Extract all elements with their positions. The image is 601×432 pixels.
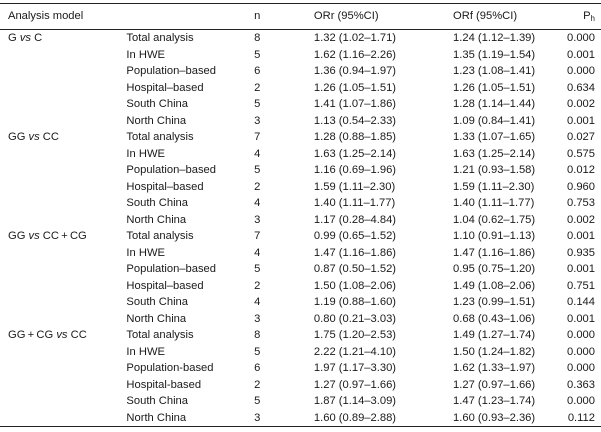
- table-header: [0, 4, 601, 30]
- subgroup-cell: Hospital-based: [126, 378, 202, 391]
- orr-cell: 1.16 (0.69–1.96): [313, 164, 397, 176]
- table-row: [0, 63, 601, 80]
- orf-cell: 1.23 (1.08–1.41): [453, 65, 536, 77]
- orr-cell: 1.19 (0.88–1.60): [313, 296, 397, 308]
- header-subgroup: [126, 4, 254, 30]
- model-cell: [0, 245, 126, 262]
- orf-cell: 1.10 (0.91–1.13): [453, 230, 536, 242]
- orf-cell: 1.62 (1.33–1.97): [453, 362, 536, 374]
- orr-cell: 1.40 (1.11–1.77): [313, 197, 396, 209]
- orf-cell: 1.33 (1.07–1.65): [453, 131, 536, 143]
- orf-cell: 1.26 (1.05–1.51): [453, 81, 536, 94]
- model-cell: [0, 360, 126, 377]
- ph-cell: 0.000: [567, 65, 595, 77]
- orf-cell: 1.28 (1.14–1.44): [453, 98, 536, 110]
- table-row: [0, 377, 601, 394]
- ph-cell: 0.753: [567, 197, 595, 209]
- model-cell: [0, 47, 126, 64]
- subgroup-cell: Population–based: [126, 164, 216, 176]
- orf-cell: 1.21 (0.93–1.58): [453, 164, 536, 176]
- model-name-vs: vs: [28, 230, 40, 242]
- subgroup-cell: Total analysis: [126, 131, 194, 143]
- model-cell: [0, 377, 126, 394]
- subgroup-cell: Hospital–based: [126, 81, 204, 94]
- table-row: [0, 129, 601, 146]
- model-cell: [0, 261, 126, 278]
- table-row: [0, 393, 601, 410]
- orf-cell: 1.35 (1.19–1.54): [453, 48, 536, 61]
- subgroup-cell: Total analysis: [126, 329, 194, 341]
- subgroup-cell: South China: [126, 98, 188, 110]
- model-cell: [0, 30, 126, 47]
- n-cell: 4: [254, 147, 261, 160]
- subgroup-cell: South China: [126, 197, 188, 209]
- orf-cell: 1.59 (1.11–2.30): [453, 180, 535, 193]
- subgroup-cell: Population-based: [126, 362, 214, 374]
- model-name-post: C: [31, 32, 43, 44]
- orr-cell: 0.87 (0.50–1.52): [313, 263, 397, 275]
- ph-cell: 0.000: [567, 329, 595, 341]
- header-analysis-model: Analysis model: [0, 4, 126, 30]
- ph-cell: 0.751: [567, 279, 595, 292]
- n-cell: 3: [254, 114, 261, 127]
- model-cell: [0, 162, 126, 179]
- ph-cell: 0.001: [567, 48, 595, 61]
- orf-cell: 1.49 (1.08–2.06): [453, 279, 536, 292]
- table-row: [0, 228, 601, 245]
- orf-cell: 1.23 (0.99–1.51): [453, 296, 536, 308]
- model-cell: [0, 327, 126, 344]
- n-cell: 5: [254, 263, 261, 275]
- subgroup-cell: Total analysis: [126, 230, 194, 242]
- orr-cell: 1.59 (1.11–2.30): [313, 180, 396, 193]
- model-cell: [0, 294, 126, 311]
- n-cell: 8: [254, 32, 261, 44]
- orf-cell: 1.24 (1.12–1.39): [453, 32, 536, 44]
- n-cell: 2: [254, 279, 261, 292]
- n-cell: 6: [254, 65, 261, 77]
- model-cell: [0, 96, 126, 113]
- table-row: [0, 294, 601, 311]
- ph-cell: 0.935: [567, 246, 595, 259]
- table-row: [0, 195, 601, 212]
- table-row: [0, 47, 601, 64]
- model-name-post: CC + CG: [39, 230, 87, 242]
- model-name-vs: vs: [19, 32, 31, 44]
- model-name-vs: vs: [56, 329, 68, 341]
- orr-cell: 1.75 (1.20–2.53): [313, 329, 397, 341]
- ph-cell: 0.001: [567, 263, 595, 275]
- orr-cell: 1.32 (1.02–1.71): [313, 32, 397, 44]
- subgroup-cell: Population–based: [126, 65, 216, 77]
- table-row: [0, 344, 601, 361]
- ph-cell: 0.002: [567, 98, 595, 110]
- table-row: [0, 212, 601, 229]
- n-cell: 5: [254, 98, 261, 110]
- header-ph-main: P: [583, 10, 591, 22]
- subgroup-cell: North China: [126, 312, 187, 325]
- model-cell: [0, 278, 126, 295]
- table-row: [0, 311, 601, 328]
- model-name-pre: GG: [8, 131, 29, 143]
- ph-cell: 0.112: [567, 410, 601, 427]
- ph-cell: 0.001: [567, 312, 595, 325]
- n-cell: 5: [254, 164, 261, 176]
- model-cell: [0, 311, 126, 328]
- header-ph-sub: h: [590, 14, 595, 23]
- ph-cell: 0.012: [567, 164, 595, 176]
- n-cell: 4: [254, 296, 261, 308]
- ph-cell: 0.000: [567, 345, 595, 358]
- subgroup-cell: North China: [126, 114, 187, 127]
- orr-cell: 1.28 (0.88–1.85): [313, 131, 397, 143]
- model-cell: [0, 195, 126, 212]
- orr-cell: 1.87 (1.14–3.09): [313, 395, 397, 407]
- orr-cell: 0.99 (0.65–1.52): [313, 230, 397, 242]
- table-row: [0, 80, 601, 97]
- table-row: [0, 245, 601, 262]
- table-row: [0, 162, 601, 179]
- orr-cell: 1.36 (0.94–1.97): [313, 65, 397, 77]
- model-name-pre: G: [8, 32, 20, 44]
- table-row: [0, 410, 601, 427]
- n-cell: 8: [254, 329, 261, 341]
- n-cell: 4: [254, 246, 261, 259]
- ph-cell: 0.575: [567, 147, 595, 160]
- n-cell: 5: [254, 345, 261, 358]
- model-name-post: CC: [67, 329, 87, 341]
- subgroup-cell: In HWE: [126, 147, 165, 160]
- header-orf: ORf (95%CI): [453, 4, 567, 30]
- n-cell: 7: [254, 131, 261, 143]
- model-name-pre: GG: [8, 230, 29, 242]
- subgroup-cell: North China: [126, 213, 187, 226]
- orf-cell: 1.63 (1.25–2.14): [453, 147, 536, 160]
- ph-cell: 0.363: [567, 378, 595, 391]
- model-cell: [0, 410, 126, 427]
- model-cell: [0, 179, 126, 196]
- n-cell: 7: [254, 230, 261, 242]
- model-cell: [0, 344, 126, 361]
- ph-cell: 0.001: [567, 114, 595, 127]
- ph-cell: 0.000: [567, 362, 595, 374]
- n-cell: 2: [254, 81, 261, 94]
- model-name-pre: GG + CG: [8, 329, 57, 341]
- header-ph: [567, 4, 601, 30]
- table-row: [0, 179, 601, 196]
- orf-cell: 1.50 (1.24–1.82): [453, 345, 536, 358]
- orr-cell: 1.60 (0.89–2.88): [314, 410, 453, 427]
- ph-cell: 0.634: [567, 81, 595, 94]
- ph-cell: 0.000: [567, 395, 595, 407]
- orr-cell: 0.80 (0.21–3.03): [313, 312, 397, 325]
- header-orr: ORr (95%CI): [314, 4, 453, 30]
- orr-cell: 1.17 (0.28–4.84): [313, 213, 397, 226]
- table-body: [0, 30, 601, 427]
- orf-cell: 1.04 (0.62–1.75): [453, 213, 536, 226]
- table-row: [0, 113, 601, 130]
- orr-cell: 1.50 (1.08–2.06): [313, 279, 397, 292]
- orf-cell: 1.60 (0.93–2.36): [453, 410, 567, 427]
- table-row: [0, 146, 601, 163]
- model-cell: [0, 393, 126, 410]
- model-name-post: CC: [39, 131, 59, 143]
- subgroup-cell: South China: [126, 395, 188, 407]
- orr-cell: 1.97 (1.17–3.30): [313, 362, 397, 374]
- n-cell: 2: [254, 378, 261, 391]
- ph-cell: 0.144: [567, 296, 595, 308]
- table-row: [0, 360, 601, 377]
- n-cell: 6: [254, 362, 261, 374]
- orr-cell: 1.26 (1.05–1.51): [313, 81, 397, 94]
- subgroup-cell: Hospital–based: [126, 279, 204, 292]
- subgroup-cell: Total analysis: [126, 32, 194, 44]
- table-row: [0, 30, 601, 47]
- orr-cell: 1.13 (0.54–2.33): [313, 114, 397, 127]
- analysis-table: [0, 3, 601, 427]
- model-cell: [0, 228, 126, 245]
- orr-cell: 1.63 (1.25–2.14): [313, 147, 397, 160]
- orr-cell: 1.47 (1.16–1.86): [313, 246, 397, 259]
- orf-cell: 1.49 (1.27–1.74): [453, 329, 536, 341]
- model-cell: [0, 80, 126, 97]
- subgroup-cell: Hospital–based: [126, 180, 204, 193]
- model-name-vs: vs: [28, 131, 40, 143]
- ph-cell: 0.001: [567, 230, 595, 242]
- ph-cell: 0.000: [567, 32, 595, 44]
- orf-cell: 0.95 (0.75–1.20): [453, 263, 536, 275]
- subgroup-cell: Population–based: [126, 263, 216, 275]
- model-cell: [0, 146, 126, 163]
- table-row: [0, 327, 601, 344]
- n-cell: 3: [254, 312, 261, 325]
- ph-cell: 0.960: [567, 180, 595, 193]
- subgroup-cell: South China: [126, 296, 188, 308]
- orf-cell: 1.27 (0.97–1.66): [453, 378, 536, 391]
- model-cell: [0, 129, 126, 146]
- orf-cell: 1.40 (1.11–1.77): [453, 197, 535, 209]
- header-row: [0, 4, 601, 30]
- orr-cell: 1.41 (1.07–1.86): [313, 98, 397, 110]
- header-n: n: [254, 4, 314, 30]
- n-cell: 3: [254, 410, 314, 427]
- orr-cell: 2.22 (1.21–4.10): [313, 345, 397, 358]
- orr-cell: 1.27 (0.97–1.66): [313, 378, 397, 391]
- subgroup-cell: In HWE: [126, 345, 165, 358]
- n-cell: 5: [254, 48, 261, 61]
- ph-cell: 0.027: [567, 131, 595, 143]
- subgroup-cell: North China: [126, 410, 254, 427]
- n-cell: 2: [254, 180, 261, 193]
- table-row: [0, 96, 601, 113]
- orf-cell: 1.09 (0.84–1.41): [453, 114, 536, 127]
- table-row: [0, 261, 601, 278]
- table-row: [0, 278, 601, 295]
- orf-cell: 1.47 (1.16–1.86): [453, 246, 536, 259]
- orf-cell: 0.68 (0.43–1.06): [453, 312, 536, 325]
- n-cell: 3: [254, 213, 261, 226]
- orr-cell: 1.62 (1.16–2.26): [313, 48, 397, 61]
- ph-cell: 0.002: [567, 213, 595, 226]
- n-cell: 4: [254, 197, 261, 209]
- n-cell: 5: [254, 395, 261, 407]
- subgroup-cell: In HWE: [126, 246, 165, 259]
- orf-cell: 1.47 (1.23–1.74): [453, 395, 536, 407]
- model-cell: [0, 113, 126, 130]
- model-cell: [0, 63, 126, 80]
- subgroup-cell: In HWE: [126, 48, 165, 61]
- model-cell: [0, 212, 126, 229]
